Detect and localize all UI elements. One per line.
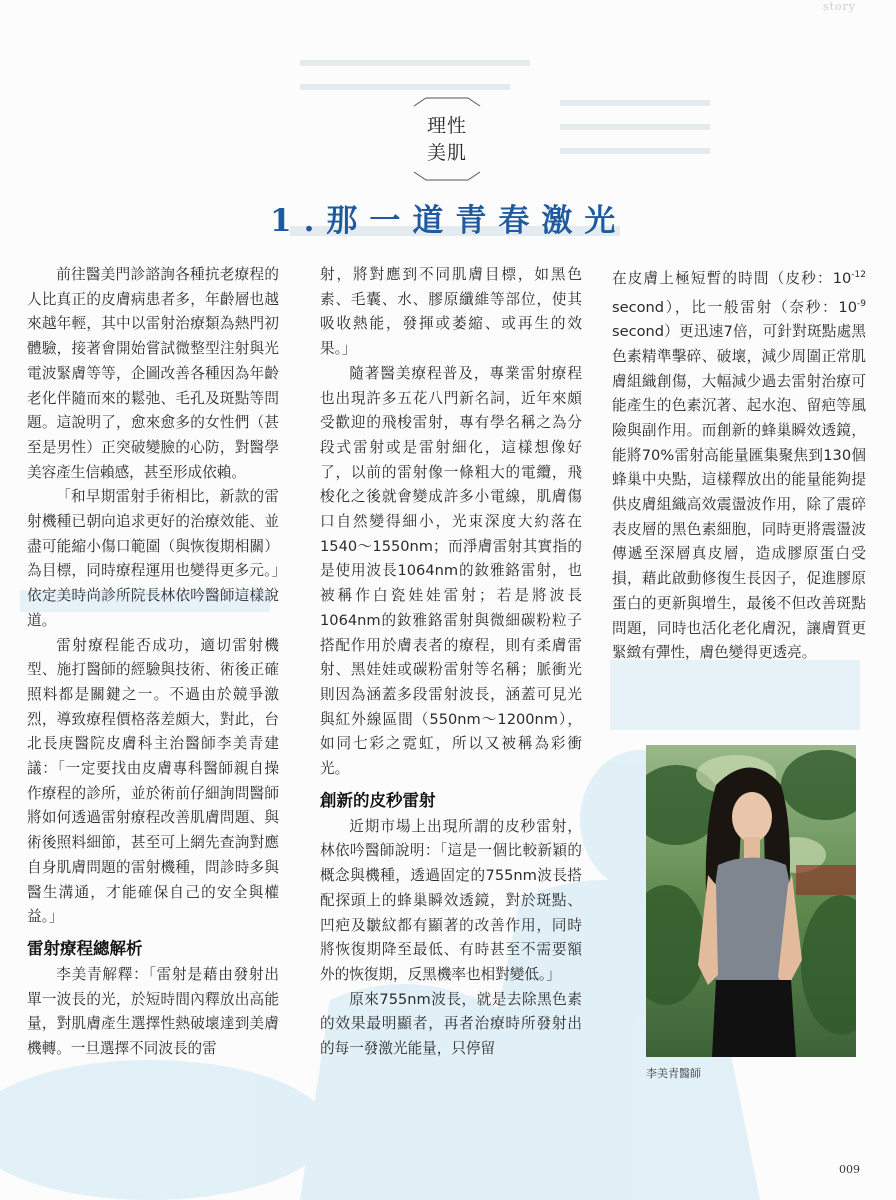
text-column-2 xyxy=(320,263,582,1062)
section-heading: 創新的皮秒雷射 xyxy=(320,790,436,810)
text-run: second），比一般雷射（奈秒：10 xyxy=(612,298,858,316)
paragraph: 射，將對應到不同肌膚目標，如黑色素、毛囊、水、膠原纖維等部位，使其吸收熱能，發揮或萎縮、或再生的效果。」 xyxy=(320,266,582,358)
running-head: story xyxy=(822,0,856,13)
section-label-line1: 理性 xyxy=(426,115,467,137)
paragraph: 前往醫美門診諮詢各種抗老療程的人比真正的皮膚病患者多，年齡層也越來越年輕，其中以雷射治療類為熱門初體驗，接著會開始嘗試微整型注射與光電波緊膚等等，企圖改善各種因為年齡老化伴隨而來的鬆弛、毛孔及斑點等問題。這說明了，愈來愈多的女性們（甚至是男性）正突破變臉的心防，對醫學美容產生信賴感，甚至形成依賴。 xyxy=(27,266,279,481)
paragraph: 李美青解釋：「雷射是藉由發射出單一波長的光，於短時間內釋放出高能量，對肌膚產生選擇性熱破壞達到美膚機轉。一旦選擇不同波長的雷 xyxy=(27,965,279,1058)
text-run: second）更迅速7倍，可針對斑點處黑色素精準擊碎、破壞，減少周圍正常肌膚組織創傷，大幅減少過去雷射治療可能產生的色素沉著、起水泡、留疤等風險與副作用。而創新的蜂巢瞬效透鏡，能將70%雷射高能量匯集聚焦到130個蜂巢中央點，這樣釋放出的能量能夠提供皮膚組織高效震盪波作用，除了震碎表皮層的黑色素細胞，同時更將震盪波傳遞至深層真皮層，造成膠原蛋白受損，藉此啟動修復生長因子，促進膠原蛋白的更新與增生，最後不但改善斑點問題，同時也活化老化膚況，讓膚質更緊緻有彈性，膚色變得更透亮。 xyxy=(612,323,866,662)
paragraph: 近期市場上出現所謂的皮秒雷射，林依吟醫師說明：「這是一個比較新穎的概念與機種，透過固定的755nm波長搭配探頭上的蜂巢瞬效透鏡，對於斑點、凹疤及皺紋都有顯著的改善作用，同時將恢復期降至最低、有時甚至不需要額外的恢復期，反黑機率也相對變低。」 xyxy=(320,817,582,983)
paragraph: 「和早期雷射手術相比，新款的雷射機種已朝向追求更好的治療效能、並盡可能縮小傷口範圍（與恢復期相關）為目標，同時療程運用也變得更多元。」依定美時尚診所院長林依吟醫師這樣說道。 xyxy=(27,488,279,629)
text-run: 在皮膚上極短暫的時間（皮秒：10 xyxy=(612,269,852,287)
section-label-line2: 美肌 xyxy=(426,142,467,164)
paragraph: 隨著醫美療程普及，專業雷射療程也出現許多五花八門新名詞，近年來頗受歡迎的飛梭雷射，專有學名稱之為分段式雷射或是雷射細化，這樣想像好了，以前的雷射像一條粗大的電纜，飛梭化之後就會變成許多小電線，肌膚傷口自然變得細小，光束深度大約落在1540～1550nm；而淨膚雷射其實指的是使用波長1064nm的釹雅鉻雷射，也被稱作白瓷娃娃雷射；若是將波長1064nm的釹雅鉻雷射與微細碳粉粒子搭配作用於膚表者的療程，則有柔膚雷射、黑娃娃或碳粉雷射等名稱；脈衝光則因為涵蓋多段雷射波長，涵蓋可見光與紅外線區間（550nm～1200nm），如同七彩之霓虹，所以又被稱為彩衝光。 xyxy=(320,364,582,778)
article-headline: 1.那一道青春激光 xyxy=(270,203,628,239)
text-column-3 xyxy=(612,263,866,666)
photo-caption: 李美青醫師 xyxy=(646,1067,701,1080)
paragraph: 原來755nm波長，就是去除黑色素的效果最明顯者，再者治療時所發射出的每一發激光能量，只停留 xyxy=(320,990,582,1058)
superscript: -12 xyxy=(851,270,866,280)
paragraph: 雷射療程能否成功，適切雷射機型、施打醫師的經驗與技術、術後正確照料都是關鍵之一。不過由於競爭激烈，導致療程價格落差頗大，對此，台北長庚醫院皮膚科主治醫師李美青建議：「一定要找由皮膚專科醫師親自操作療程的診所，並於術前仔細詢問醫師將如何透過雷射療程改善肌膚問題、與術後照料細節，甚至可上網先查詢對應自身肌膚問題的雷射機種，問診時多與醫生溝通，才能確保自己的安全與權益。」 xyxy=(27,636,279,926)
text-column-1 xyxy=(27,263,279,1062)
page-number: 009 xyxy=(839,1163,860,1176)
superscript: -9 xyxy=(857,298,866,309)
section-heading: 雷射療程總解析 xyxy=(27,938,143,958)
doctor-photo xyxy=(646,745,856,1057)
section-badge xyxy=(412,96,482,182)
portrait-illustration xyxy=(646,745,856,1057)
paragraph xyxy=(612,263,866,666)
